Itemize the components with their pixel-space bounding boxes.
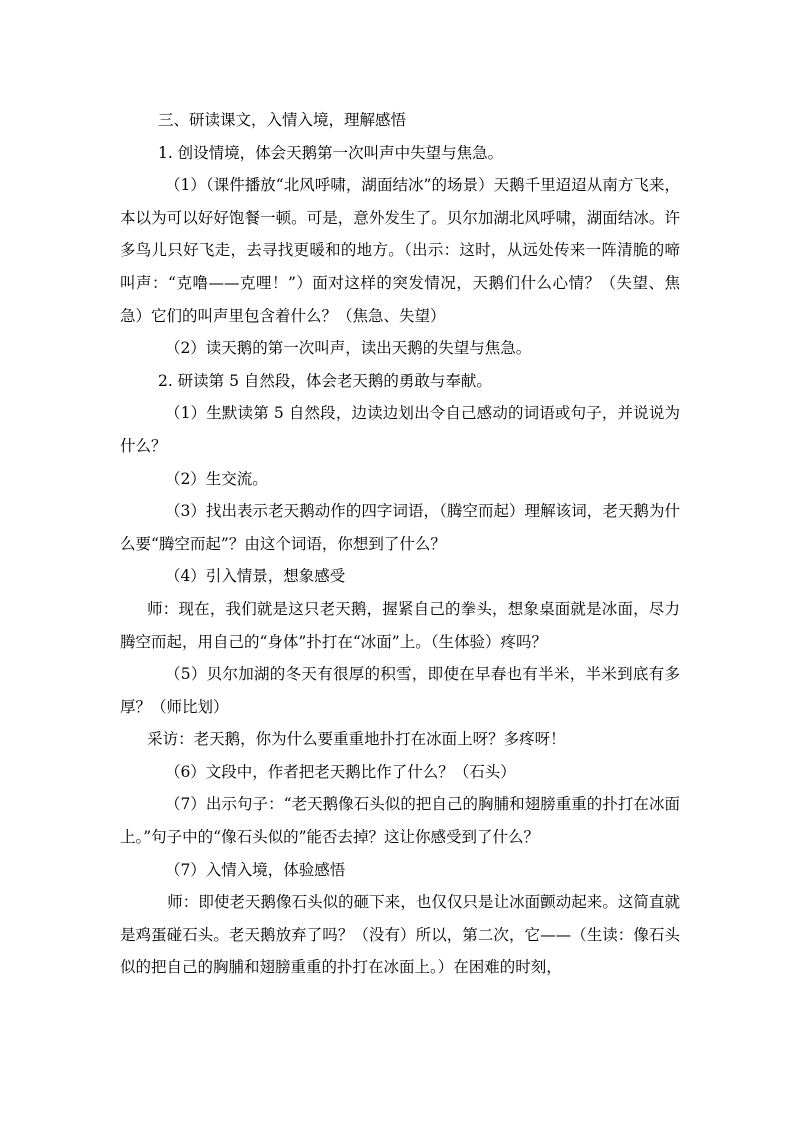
paragraph-2-7: （7）出示句子：“老天鹅像石头似的把自己的胸脯和翅膀重重的扑打在冰面上。”句子中的“像石头似的”能否去掉？这让你感受到了什么？ bbox=[120, 795, 680, 847]
teacher-prompt-2: 师：即使老天鹅像石头似的砸下来，也仅仅只是让冰面颤动起来。这简直就是鸡蛋碰石头。老天鹅放弃了吗？（没有）所以，第二次，它——（生读：像石头似的把自己的胸脯和翅膀重重的扑打在冰面上。）在困难的时刻， bbox=[120, 893, 680, 977]
paragraph-1-2: （2）读天鹅的第一次叫声，读出天鹅的失望与焦急。 bbox=[164, 339, 532, 358]
paragraph-1-1: （1）（课件播放“北风呼啸，湖面结冰”的场景）天鹅千里迢迢从南方飞来，本以为可以好好饱餐一顿。可是，意外发生了。贝尔加湖北风呼啸，湖面结冰。许多鸟儿只好飞走，去寻找更暖和的地方。（出示：这时，从远处传来一阵清脆的啼叫声：“克噜——克哩！”）面对这样的突发情况，天鹅们什么心情？（失望、焦急）它们的叫声里包含着什么？（焦急、失望） bbox=[120, 176, 680, 325]
paragraph-2-8: （7）入情入境，体验感悟 bbox=[164, 860, 346, 879]
teacher-prompt-1: 师：现在，我们就是这只老天鹅，握紧自己的拳头，想象桌面就是冰面，尽力腾空而起，用自己的“身体”扑打在“冰面”上。（生体验）疼吗？ bbox=[120, 599, 680, 651]
paragraph-2-4: （4）引入情景，想象感受 bbox=[164, 567, 346, 586]
subsection-heading-2: 2. 研读第 5 自然段，体会老天鹅的勇敢与奉献。 bbox=[157, 371, 492, 390]
section-heading: 三、研读课文，入情入境，理解感悟 bbox=[157, 111, 406, 129]
subsection-heading-1: 1. 创设情境，体会天鹅第一次叫声中失望与焦急。 bbox=[157, 143, 504, 162]
paragraph-2-2: （2）生交流。 bbox=[164, 469, 268, 488]
document-body bbox=[120, 104, 680, 984]
paragraph-2-6: （6）文段中，作者把老天鹅比作了什么？（石头） bbox=[164, 762, 516, 781]
paragraph-2-3: （3）找出表示老天鹅动作的四字词语，（腾空而起）理解该词，老天鹅为什么要“腾空而起”？由这个词语，你想到了什么？ bbox=[120, 502, 680, 553]
paragraph-2-1: （1）生默读第 5 自然段，边读边划出令自己感动的词语或句子，并说说为什么？ bbox=[120, 404, 680, 455]
interview-prompt: 采访：老天鹅，你为什么要重重地扑打在冰面上呀？多疼呀！ bbox=[147, 730, 566, 749]
paragraph-2-5: （5）贝尔加湖的冬天有很厚的积雪，即使在早春也有半米，半米到底有多厚？（师比划） bbox=[120, 665, 680, 716]
